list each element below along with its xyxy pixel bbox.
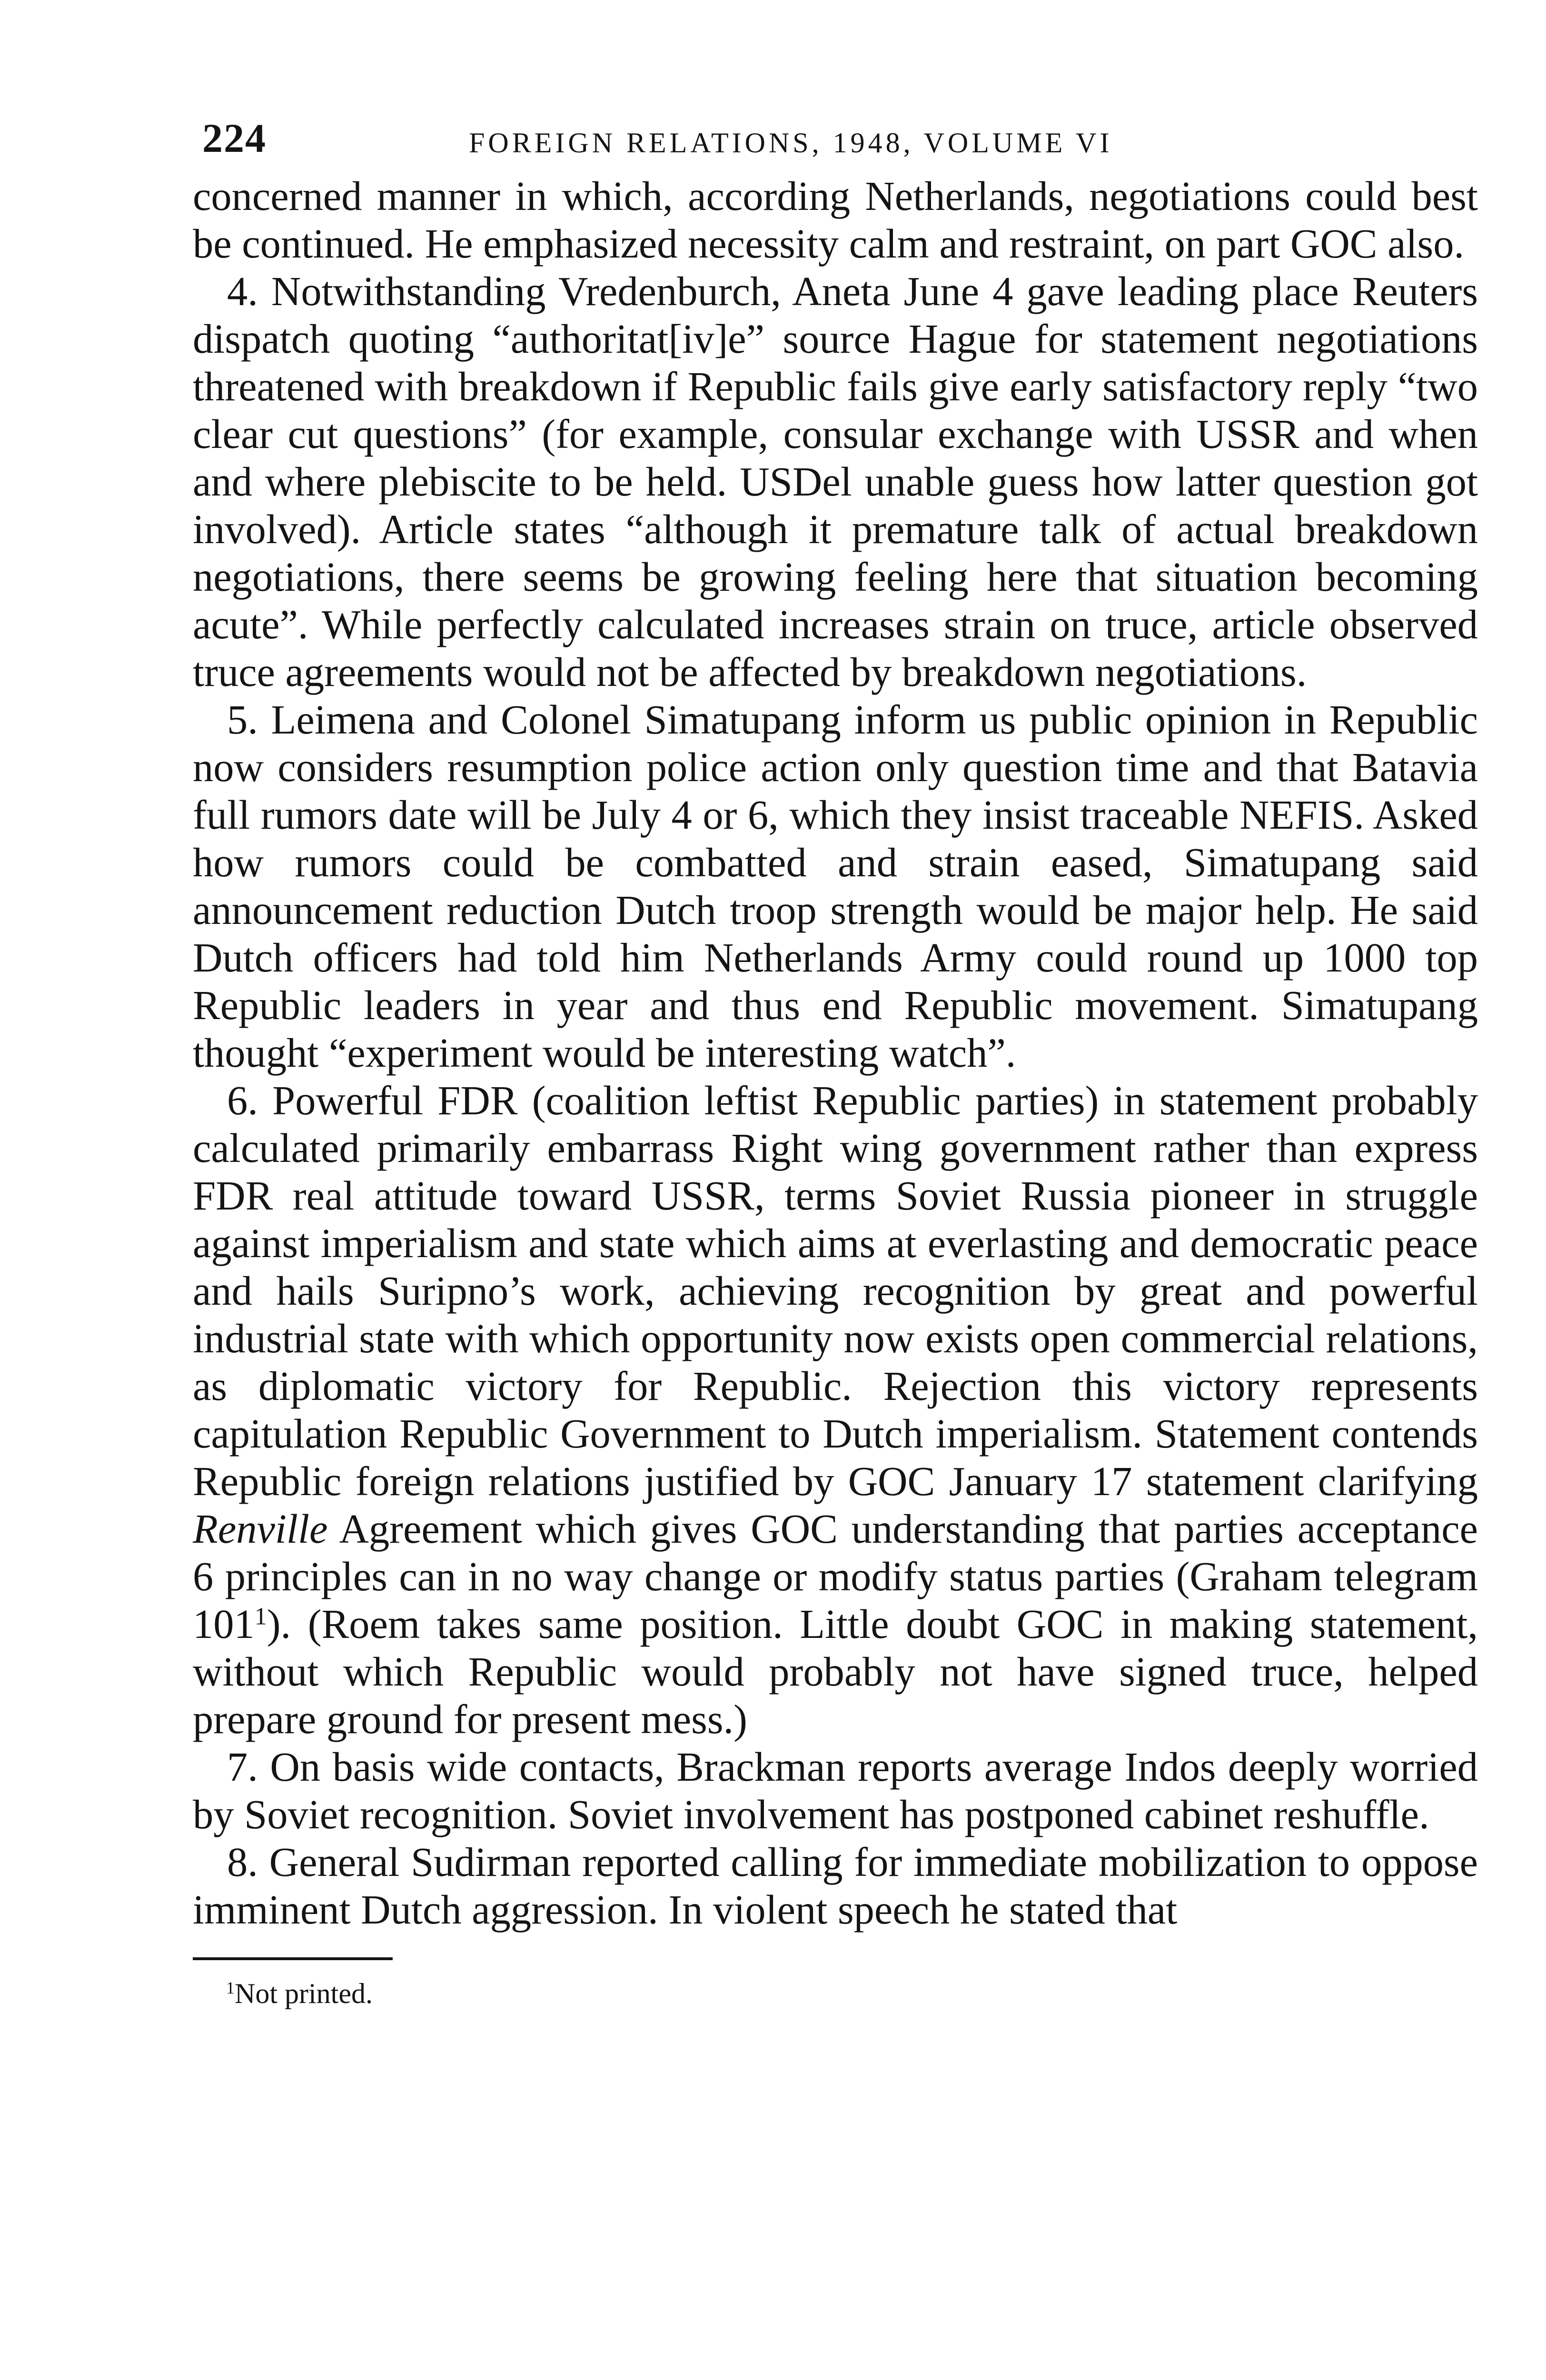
body-text	[193, 172, 1478, 1934]
paragraph-6-text-c: ). (Roem takes same position. Little doubt GOC in making statement, without which Republic would probably not have signed truce, helped prepare ground for present mess.)	[193, 1601, 1478, 1742]
paragraph-6	[193, 1077, 1478, 1743]
paragraph-continued: concerned manner in which, according Netherlands, negotiations could best be continued. He emphasized necessity calm and restraint, on part GOC also.	[193, 173, 1478, 267]
paragraph-6-text-b: Agreement which gives GOC understanding that parties acceptance 6 principles can in no way change or modify status parties (Graham telegram 101	[193, 1506, 1478, 1647]
footnote-text: Not printed.	[235, 1978, 373, 2009]
footnote	[193, 1976, 1478, 2011]
paragraph-6-text-a: 6. Powerful FDR (coalition leftist Republic parties) in statement probably calculated primarily embarrass Right wing government rather than express FDR real attitude toward USSR, terms Soviet Russia pioneer in struggle against imperialism and state which aims at everlasting and democratic peace and hails Suripno’s work, achieving recognition by great and powerful industrial state with which opportunity now exists open commercial relations, as diplomatic victory for Republic. Rejection this victory represents capitulation Republic Government to Dutch imperialism. Statement contends Republic foreign relations justified by GOC January 17 statement clarifying	[193, 1078, 1478, 1504]
paragraph-6-italic: Renville	[193, 1506, 328, 1552]
paragraph-5: 5. Leimena and Colonel Simatupang inform us public opinion in Republic now considers resumption police action only question time and that Batavia full rumors date will be July 4 or 6, which they insist traceable NEFIS. Asked how rumors could be combatted and strain eased, Simatupang said announcement reduction Dutch troop strength would be major help. He said Dutch officers had told him Netherlands Army could round up 1000 top Republic leaders in year and thus end Republic movement. Simatupang thought “experiment would be interesting watch”.	[193, 697, 1478, 1076]
footnote-reference: 1	[254, 1603, 267, 1630]
running-head: FOREIGN RELATIONS, 1948, VOLUME VI	[469, 127, 1113, 159]
paragraph-7: 7. On basis wide contacts, Brackman reports average Indos deeply worried by Soviet recognition. Soviet involvement has postponed cabinet reshuffle.	[193, 1744, 1478, 1837]
footnote-rule	[193, 1957, 393, 1960]
document-page	[193, 109, 1478, 2011]
footnote-marker: 1	[226, 1978, 235, 1998]
page-number: 224	[202, 115, 267, 161]
paragraph-4: 4. Notwithstanding Vredenburch, Aneta June 4 gave leading place Reuters dispatch quoting “authoritat[iv]e” source Hague for statement negotiations threatened with breakdown if Republic fails give early satisfactory reply “two clear cut questions” (for example, consular exchange with USSR and when and where plebiscite to be held. USDel unable guess how latter question got involved). Article states “although it premature talk of actual breakdown negotiations, there seems be growing feeling here that situation becoming acute”. While perfectly calculated increases strain on truce, article observed truce agreements would not be affected by breakdown negotiations.	[193, 268, 1478, 695]
paragraph-8: 8. General Sudirman reported calling for immediate mobilization to oppose imminent Dutch aggression. In violent speech he stated that	[193, 1839, 1478, 1933]
page-header	[193, 109, 1478, 162]
